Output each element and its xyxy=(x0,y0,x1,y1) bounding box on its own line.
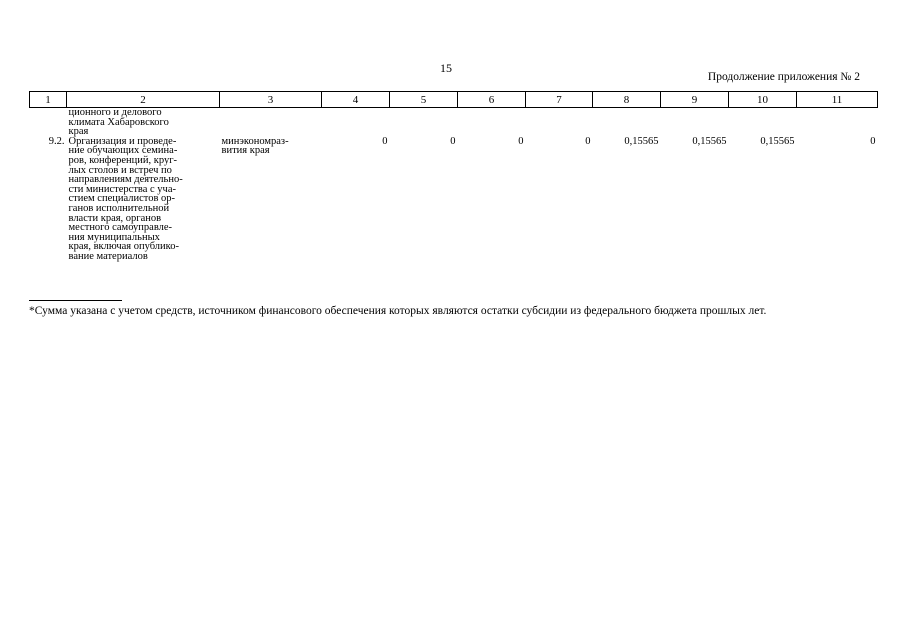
value-cell: 0 xyxy=(585,135,591,147)
value-cell: 0 xyxy=(450,135,456,147)
funding-table xyxy=(29,91,878,262)
table-header-row xyxy=(30,92,878,108)
footnote: *Сумма указана с учетом средств, источником финансового обеспечения которых являются остатки субсидии из федерального бюджета прошлых лет. xyxy=(29,305,767,317)
executor: минэкономраз- вития края xyxy=(221,135,289,157)
column-header: 10 xyxy=(729,92,797,108)
column-header: 9 xyxy=(661,92,729,108)
column-header: 7 xyxy=(526,92,593,108)
row-number: 9.2. xyxy=(48,135,65,147)
column-header: 11 xyxy=(797,92,878,108)
value-cell: 0 xyxy=(518,135,524,147)
activity-name: Организация и проведе- ние обучающих семина- ров, конференций, круг- лых столов и встреч по направлениям деятельно- сти министерства с уча- стием специалистов ор- ганов исполнительной власти края, органов местного самоуправле- ния муниципальных края, включая опублико- вание материалов xyxy=(68,135,183,262)
column-header: 3 xyxy=(220,92,322,108)
value-cell: 0 xyxy=(870,135,876,147)
column-header: 4 xyxy=(322,92,390,108)
value-cell: 0,15565 xyxy=(692,135,727,147)
column-header: 1 xyxy=(30,92,67,108)
value-cell: 0,15565 xyxy=(624,135,659,147)
table-row xyxy=(30,108,878,137)
appendix-continuation-label: Продолжение приложения № 2 xyxy=(707,71,860,83)
column-header: 6 xyxy=(458,92,526,108)
value-cell: 0 xyxy=(382,135,388,147)
continuation-text: ционного и делового климата Хабаровского края xyxy=(68,107,169,138)
page-number: 15 xyxy=(440,61,452,75)
footnote-divider xyxy=(29,300,122,301)
table-row xyxy=(30,137,878,262)
column-header: 5 xyxy=(390,92,458,108)
column-header: 2 xyxy=(67,92,220,108)
value-cell: 0,15565 xyxy=(760,135,795,147)
column-header: 8 xyxy=(593,92,661,108)
